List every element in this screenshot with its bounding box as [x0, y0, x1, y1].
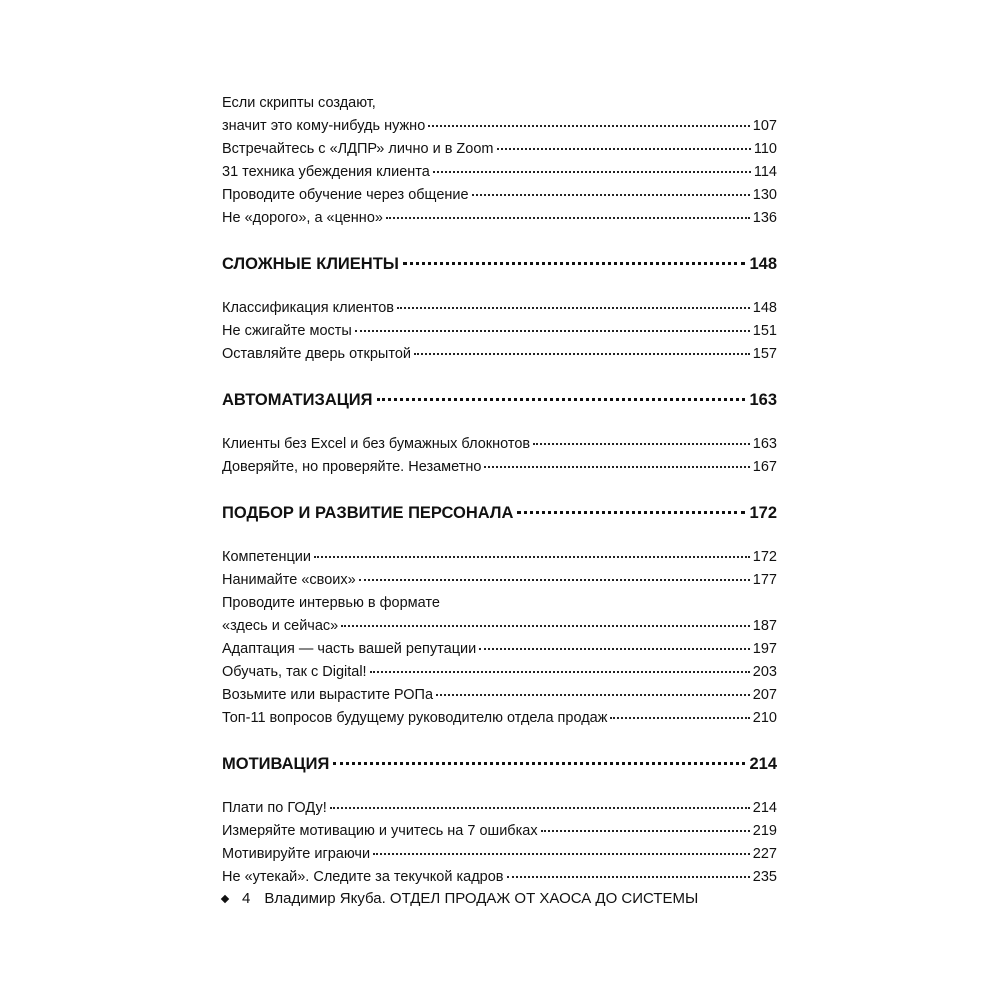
toc-entry[interactable]	[222, 820, 777, 843]
toc-entry-page: 187	[752, 618, 777, 634]
toc-entry-page: 107	[752, 118, 777, 134]
toc-entry[interactable]	[222, 661, 777, 684]
toc-entry-title: Проводите обучение через общение	[222, 187, 469, 203]
toc-entry-title: Адаптация — часть вашей репутации	[222, 641, 477, 657]
dot-leader	[386, 216, 750, 219]
toc-entry-page: 207	[752, 687, 777, 703]
toc-entry-title: Не «утекай». Следите за текучкой кадров	[222, 869, 504, 885]
toc-entry-first-line: Проводите интервью в формате	[222, 595, 440, 611]
toc-chapter-entries	[222, 546, 777, 730]
toc-entry-title: Оставляйте дверь открытой	[222, 346, 411, 362]
toc-entry[interactable]	[222, 707, 777, 730]
toc-entry[interactable]	[222, 615, 777, 638]
toc-entry-page: 197	[752, 641, 777, 657]
toc-entry-page: 148	[752, 300, 777, 316]
toc-entry-page: 114	[753, 164, 777, 180]
toc-entry[interactable]	[222, 546, 777, 569]
dot-leader	[479, 647, 750, 650]
toc-entry-title: Измеряйте мотивацию и учитесь на 7 ошибках	[222, 823, 538, 839]
toc-entry[interactable]	[222, 843, 777, 866]
toc-entry-title: Нанимайте «своих»	[222, 572, 356, 588]
toc-intro-group	[222, 92, 777, 230]
dot-leader	[414, 352, 750, 355]
toc-entry-page: 235	[752, 869, 777, 885]
footer-page-number: 4	[242, 890, 251, 907]
toc-entry-title: 31 техника убеждения клиента	[222, 164, 430, 180]
chapter-title: МОТИВАЦИЯ	[222, 755, 330, 773]
toc-entry-title: Не «дорого», а «ценно»	[222, 210, 383, 226]
dot-leader	[333, 761, 745, 765]
toc-entry-title: Встречайтесь с «ЛДПР» лично и в Zoom	[222, 141, 494, 157]
toc-entry-page: 110	[753, 141, 777, 157]
footer-running-title: Владимир Якуба. ОТДЕЛ ПРОДАЖ ОТ ХАОСА ДО СИСТЕМЫ	[264, 890, 699, 907]
toc-entry[interactable]	[222, 684, 777, 707]
toc-entry[interactable]	[222, 320, 777, 343]
dot-leader	[359, 578, 750, 581]
toc-chapter-entries	[222, 297, 777, 366]
toc-entry-title: Не сжигайте мосты	[222, 323, 352, 339]
chapter-page: 148	[749, 255, 777, 273]
toc-entry[interactable]	[222, 207, 777, 230]
chapter-page: 214	[749, 755, 777, 773]
toc-entry[interactable]	[222, 569, 777, 592]
toc-entry-title: Мотивируйте играючи	[222, 846, 371, 862]
toc-entry-page: 210	[752, 710, 777, 726]
chapter-title: ПОДБОР И РАЗВИТИЕ ПЕРСОНАЛА	[222, 504, 514, 522]
toc-entry-title: Обучать, так с Digital!	[222, 664, 367, 680]
toc-entry[interactable]	[222, 184, 777, 207]
toc-entry-page: 130	[752, 187, 777, 203]
dot-leader	[428, 124, 750, 127]
dot-leader	[330, 806, 750, 809]
table-of-contents	[222, 92, 777, 910]
toc-entry-page: 203	[752, 664, 777, 680]
dot-leader	[484, 465, 749, 468]
dot-leader	[377, 397, 746, 401]
toc-chapter-heading[interactable]	[222, 500, 777, 526]
toc-entry-page: 172	[752, 549, 777, 565]
dot-leader	[497, 147, 751, 150]
dot-leader	[370, 670, 750, 673]
chapter-page: 172	[749, 504, 777, 522]
dot-leader	[541, 829, 750, 832]
dot-leader	[517, 510, 745, 514]
dot-leader	[397, 306, 750, 309]
toc-entry-page: 136	[752, 210, 777, 226]
toc-entry-page: 157	[752, 346, 777, 362]
dot-leader	[436, 693, 750, 696]
toc-entry-title: Возьмите или вырастите РОПа	[222, 687, 434, 703]
toc-entry-page: 163	[752, 436, 777, 452]
page-footer	[222, 890, 777, 907]
dot-leader	[533, 442, 750, 445]
toc-entry-page: 214	[752, 800, 777, 816]
toc-entry-page: 151	[752, 323, 777, 339]
dot-leader	[355, 329, 750, 332]
toc-entry-page: 167	[752, 459, 777, 475]
toc-entry[interactable]	[222, 866, 777, 889]
toc-chapter-entries	[222, 433, 777, 479]
toc-entry[interactable]	[222, 297, 777, 320]
dot-leader	[610, 716, 749, 719]
toc-entry-title: «здесь и сейчас»	[222, 618, 339, 634]
toc-entry[interactable]	[222, 343, 777, 366]
dot-leader	[314, 555, 750, 558]
dot-leader	[433, 170, 751, 173]
toc-entry-title: Классификация клиентов	[222, 300, 394, 316]
toc-entry[interactable]	[222, 138, 777, 161]
toc-entry-title: значит это кому-нибудь нужно	[222, 118, 426, 134]
toc-entry-title: Плати по ГОДу!	[222, 800, 327, 816]
dot-leader	[341, 624, 750, 627]
chapter-title: СЛОЖНЫЕ КЛИЕНТЫ	[222, 255, 399, 273]
toc-entry-page: 177	[752, 572, 777, 588]
toc-entry[interactable]	[222, 161, 777, 184]
dot-leader	[507, 875, 750, 878]
toc-chapter-heading[interactable]	[222, 387, 777, 413]
toc-entry[interactable]	[222, 797, 777, 820]
toc-entry-page: 219	[752, 823, 777, 839]
toc-entry[interactable]	[222, 115, 777, 138]
toc-entry-first-line: Если скрипты создают,	[222, 95, 376, 111]
toc-entry-title: Клиенты без Excel и без бумажных блокнотов	[222, 436, 531, 452]
chapter-page: 163	[749, 391, 777, 409]
dot-leader	[403, 261, 746, 265]
dot-leader	[472, 193, 750, 196]
diamond-bullet-icon	[221, 894, 229, 902]
toc-entry[interactable]	[222, 433, 777, 456]
toc-chapter-heading[interactable]	[222, 751, 777, 777]
toc-chapter-heading[interactable]	[222, 251, 777, 277]
chapter-title: АВТОМАТИЗАЦИЯ	[222, 391, 373, 409]
toc-entry-title: Топ-11 вопросов будущему руководителю отдела продаж	[222, 710, 608, 726]
toc-entry[interactable]	[222, 638, 777, 661]
toc-entry-page: 227	[752, 846, 777, 862]
toc-chapter-entries	[222, 797, 777, 889]
dot-leader	[373, 852, 750, 855]
toc-entry[interactable]	[222, 456, 777, 479]
toc-entry-title: Доверяйте, но проверяйте. Незаметно	[222, 459, 482, 475]
toc-entry-title: Компетенции	[222, 549, 311, 565]
